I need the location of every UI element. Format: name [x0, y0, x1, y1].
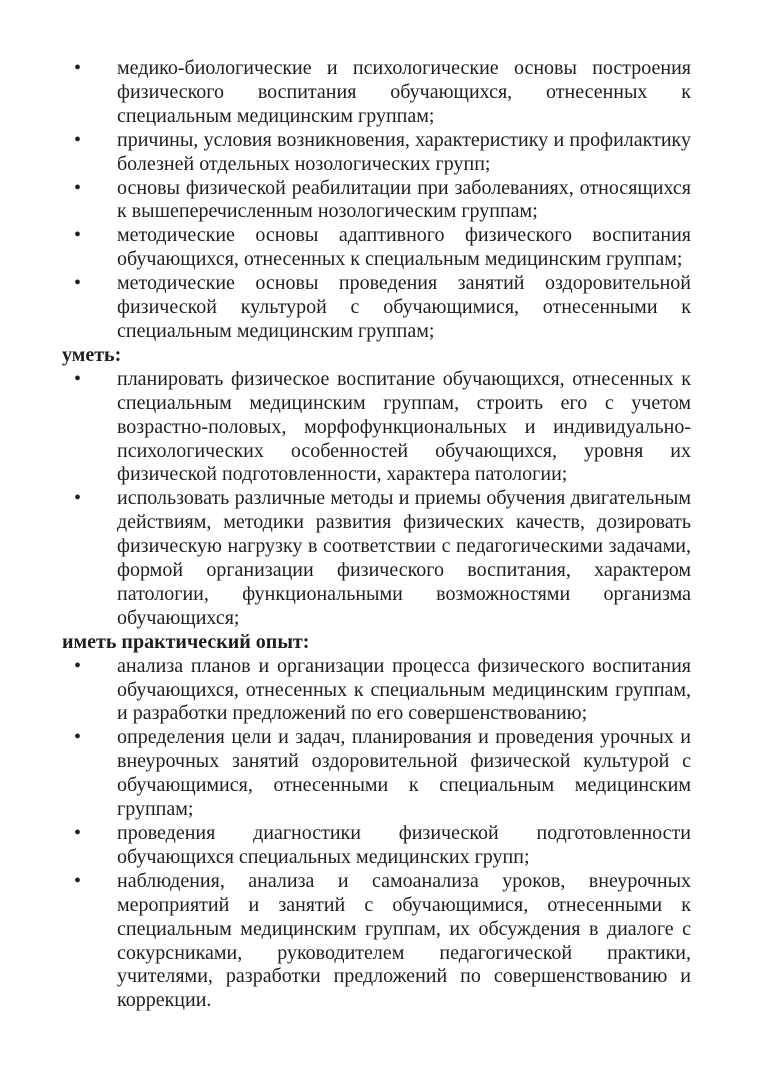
bullet-icon: •	[74, 176, 82, 199]
list-item-text: методические основы адаптивного физического воспитания обучающихся, отнесенных к специальным медицинским группам;	[117, 224, 691, 271]
list-item-text: наблюдения, анализа и самоанализа уроков, внеурочных мероприятий и занятий с обучающимися, отнесенными к специальным медицинским группам, их обсуждения в диалоге с сокурсниками, руководителем педагогической практики, учителями, разработки предложений по совершенствованию и коррекции.	[117, 869, 691, 1012]
list-item	[62, 129, 691, 177]
list-item-text: использовать различные методы и приемы обучения двигательным действиям, методики развития физических качеств, дозировать физическую нагрузку в соответствии с педагогическими задачами, формой организации физического воспитания, характером патологии, функциональными возможностями организма обучающихся;	[117, 487, 691, 629]
experience-list	[62, 655, 691, 1014]
bullet-icon: •	[74, 822, 82, 844]
bullet-icon: •	[74, 869, 82, 892]
list-item-text: планировать физическое воспитание обучающихся, отнесенных к специальным медицинским группам, строить его с учетом возрастно-половых, морфофункциональных и индивидуально-психологических особенностей обучающихся, уровня их физической подготовленности, характера патологии;	[117, 367, 691, 486]
list-item-text: методические основы проведения занятий оздоровительной физической культурой с обучающимися, отнесенными к специальным медицинским группам;	[117, 272, 691, 342]
bullet-icon: •	[74, 487, 82, 510]
list-item	[62, 870, 691, 1013]
list-item	[62, 487, 691, 630]
list-item-text: анализа планов и организации процесса физического воспитания обучающихся, отнесенных к специальным медицинским группам, и разработки предложений по его совершенствованию;	[117, 654, 691, 725]
list-item-text: медико-биологические и психологические основы построения физического воспитания обучающихся, отнесенных к специальным медицинским группам;	[117, 57, 691, 127]
section-heading-experience: иметь практический опыт:	[62, 630, 310, 653]
bullet-icon: •	[74, 654, 82, 677]
list-item	[62, 726, 691, 822]
list-item	[62, 177, 691, 225]
skills-list	[62, 368, 691, 631]
list-item	[62, 57, 691, 129]
section-heading-skills: уметь:	[62, 343, 122, 366]
bullet-icon: •	[74, 367, 82, 390]
bullet-icon: •	[74, 128, 82, 151]
list-item	[62, 368, 691, 488]
bullet-icon: •	[74, 224, 82, 247]
bullet-icon: •	[74, 57, 82, 79]
list-item	[62, 272, 691, 344]
knowledge-list	[62, 57, 691, 344]
bullet-icon: •	[74, 726, 82, 749]
bullet-icon: •	[74, 272, 82, 295]
list-item	[62, 224, 691, 272]
list-item	[62, 822, 691, 870]
list-item-text: проведения диагностики физической подготовленности обучающихся специальных медицинских групп;	[117, 822, 691, 868]
list-item-text: причины, условия возникновения, характеристику и профилактику болезней отдельных нозологических групп;	[117, 128, 691, 175]
list-item-text: основы физической реабилитации при заболеваниях, относящихся к вышеперечисленным нозологическим группам;	[117, 176, 691, 223]
list-item-text: определения цели и задач, планирования и проведения урочных и внеурочных занятий оздоровительной физической культурой с обучающимися, отнесенными к специальным медицинским группам;	[117, 726, 691, 821]
list-item	[62, 655, 691, 727]
